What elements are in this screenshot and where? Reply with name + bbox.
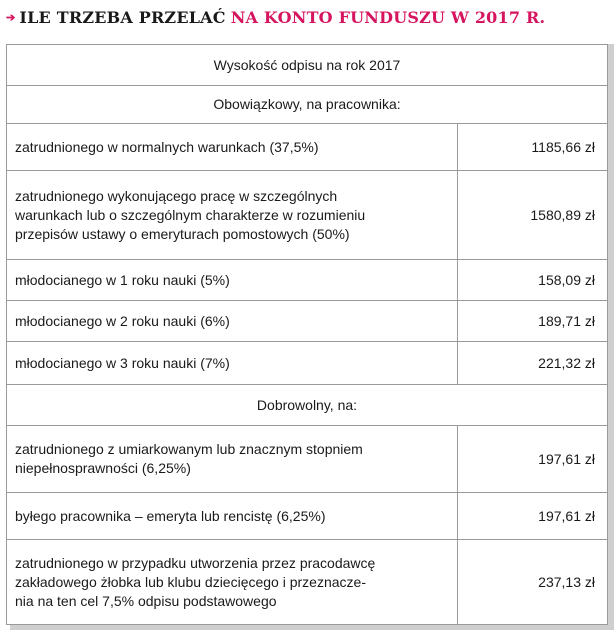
row-value: 158,09 zł xyxy=(457,260,607,300)
row-value: 1580,89 zł xyxy=(457,171,607,259)
section-header-row xyxy=(7,384,607,425)
header-title-pink: NA KONTO FUNDUSZU W 2017 R. xyxy=(230,7,546,27)
row-label: zatrudnionego w normalnych warunkach (37,5%) xyxy=(15,138,319,155)
row-value: 1185,66 zł xyxy=(457,124,607,170)
table-row xyxy=(7,259,607,300)
section-title-mandatory: Obowiązkowy, na pracownika: xyxy=(213,96,401,112)
row-label: zatrudnionego w przypadku utworzenia przez pracodawcę zakładowego żłobka lub klubu dziecięcego i przeznacze- nia na ten cel 7,5% odpisu podstawowego xyxy=(15,554,376,609)
section-header-row xyxy=(7,85,607,123)
table-row xyxy=(7,539,607,624)
table-row xyxy=(7,123,607,170)
row-label: zatrudnionego z umiarkowanym lub znacznym stopniem niepełnosprawności (6,25%) xyxy=(15,441,363,476)
row-label: zatrudnionego wykonującego pracę w szczególnych warunkach lub o szczególnym charakterze w rozumieniu przepisów ustawy o emeryturach pomostowych (50%) xyxy=(15,187,366,242)
row-label: młodocianego w 2 roku nauki (6%) xyxy=(15,312,230,329)
table-row xyxy=(7,425,607,492)
arrow-right-icon: ➔ xyxy=(6,10,16,24)
header-title-dark: ILE TRZEBA PRZELAĆ xyxy=(19,7,226,27)
infographic-header xyxy=(6,6,545,28)
row-value: 197,61 zł xyxy=(457,426,607,492)
row-value: 189,71 zł xyxy=(457,301,607,341)
table-row xyxy=(7,300,607,341)
row-value: 197,61 zł xyxy=(457,493,607,539)
section-title-voluntary: Dobrowolny, na: xyxy=(256,396,358,413)
row-label: młodocianego w 3 roku nauki (7%) xyxy=(15,354,230,371)
table-row xyxy=(7,492,607,539)
row-label: młodocianego w 1 roku nauki (5%) xyxy=(15,271,230,288)
row-label: byłego pracownika – emeryta lub rencistę (6,25%) xyxy=(15,507,326,524)
table-row xyxy=(7,341,607,384)
allowance-table xyxy=(6,44,608,625)
row-value: 221,32 zł xyxy=(457,342,607,384)
table-title: Wysokość odpisu na rok 2017 xyxy=(213,56,401,73)
row-value: 237,13 zł xyxy=(457,540,607,624)
table-row xyxy=(7,170,607,259)
table-title-row xyxy=(7,45,607,85)
